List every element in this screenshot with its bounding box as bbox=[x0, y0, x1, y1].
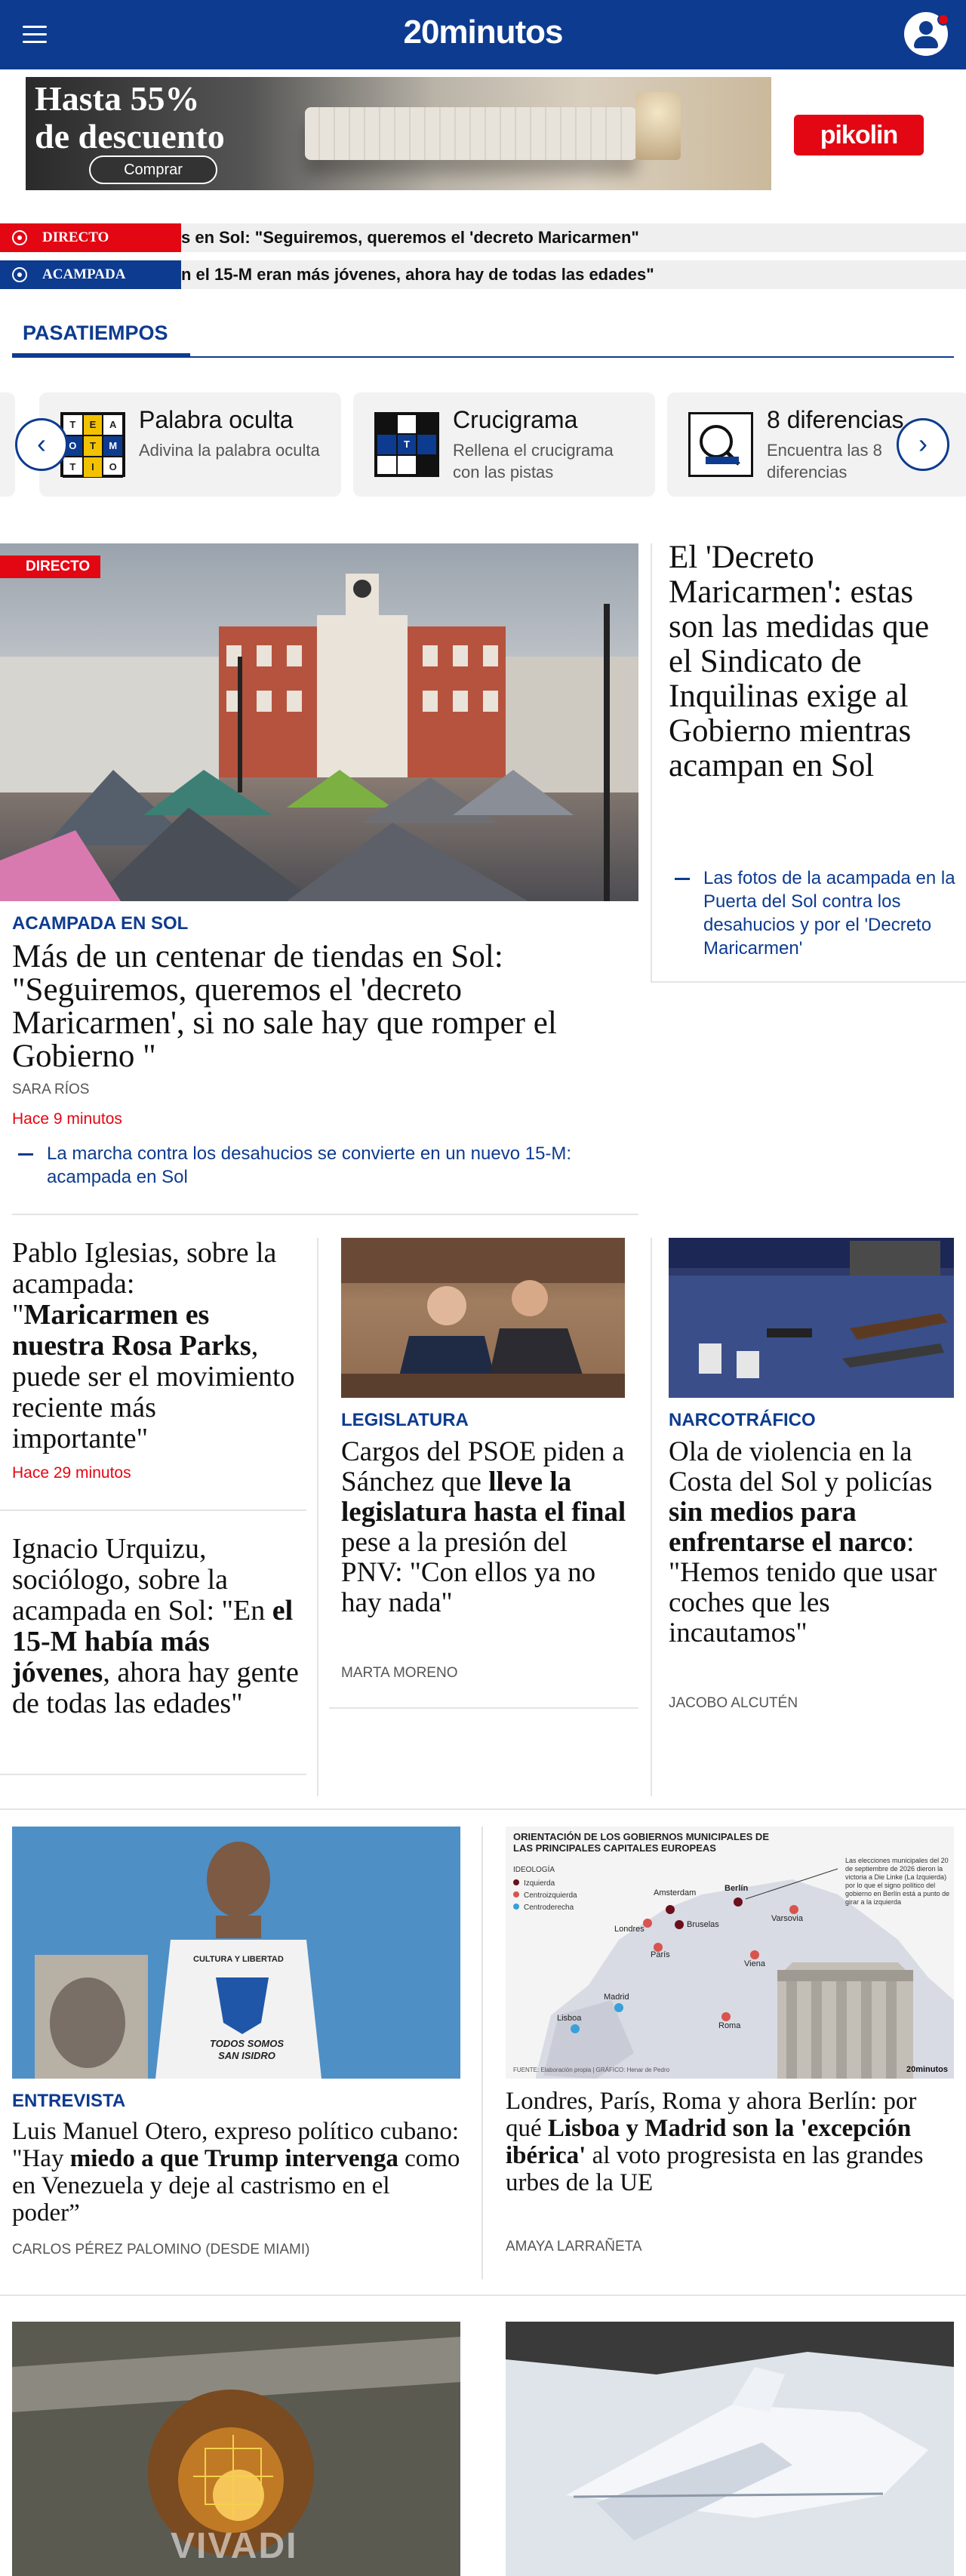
ad-brand-panel[interactable] bbox=[771, 77, 955, 190]
game-card-partial[interactable] bbox=[0, 392, 15, 497]
map-legend: Izquierda Centroizquierda Centroderecha bbox=[513, 1878, 577, 1914]
map-city-roma: Roma bbox=[718, 2021, 741, 2030]
article-iglesias-headline[interactable]: Pablo Iglesias, sobre la acampada: "Maricarmen es nuestra Rosa Parks, puede ser el movimiento reciente más importante" bbox=[12, 1237, 295, 1454]
map-city-berlin: Berlín bbox=[724, 1884, 749, 1893]
map-city-bruselas: Bruselas bbox=[687, 1920, 719, 1929]
legislatura-kicker[interactable]: LEGISLATURA bbox=[341, 1410, 469, 1430]
legislatura-author: MARTA MORENO bbox=[341, 1665, 458, 1681]
live-broadcast-icon bbox=[12, 230, 27, 245]
live-badge: DIRECTO bbox=[0, 556, 100, 578]
column-divider bbox=[317, 1238, 318, 1796]
divider bbox=[329, 1707, 638, 1709]
game-card-crucigrama[interactable] bbox=[353, 392, 655, 497]
ticker-label: ACAMPADA bbox=[42, 266, 126, 282]
games-carousel bbox=[0, 392, 966, 497]
excepcion-iberica-headline[interactable]: Londres, París, Roma y ahora Berlín: por qué Lisboa y Madrid son la 'excepción ibérica' al voto progresista en las grandes urbes de la UE bbox=[506, 2088, 924, 2196]
legislatura-headline[interactable]: Cargos del PSOE piden a Sánchez que lleve la legislatura hasta el final pese a la presión del PNV: "Con ellos ya no hay nada" bbox=[341, 1436, 626, 1618]
map-title: ORIENTACIÓN DE LOS GOBIERNOS MUNICIPALES DE LAS PRINCIPALES CAPITALES EUROPEAS bbox=[513, 1831, 769, 1854]
column-divider bbox=[651, 543, 652, 981]
article-urquizu-headline[interactable]: Ignacio Urquizu, sociólogo, sobre la acampada en Sol: "En el 15-M había más jóvenes, ahora hay gente de todas las edades" bbox=[12, 1533, 299, 1719]
map-city-varsovia: Varsovia bbox=[771, 1914, 803, 1923]
game-title: Crucigrama bbox=[453, 406, 578, 433]
map-note: Las elecciones municipales del 20 de septiembre de 2026 dieron la victoria a Die Linke (La Izquierda) por lo que el signo político del gobierno en Berlín está a punto de girar a la izquierda bbox=[845, 1857, 950, 1906]
ticker-text[interactable]: n el 15-M eran más jóvenes, ahora hay de todas las edades" bbox=[181, 265, 654, 284]
legend-swatch bbox=[513, 1904, 519, 1910]
narcotrafico-photo[interactable] bbox=[669, 1238, 954, 1398]
shirt-text-bottom: TODOS SOMOS SAN ISIDRO bbox=[210, 2038, 284, 2061]
divider bbox=[0, 1808, 966, 1810]
main-related-link[interactable]: La marcha contra los desahucios se convierte en un nuevo 15-M: acampada en Sol bbox=[12, 1142, 608, 1189]
carousel-next-button[interactable]: › bbox=[897, 418, 949, 471]
map-city-viena: Viena bbox=[744, 1959, 765, 1968]
drone-strike-photo[interactable] bbox=[12, 2322, 460, 2576]
main-article-author: SARA RÍOS bbox=[12, 1082, 90, 1097]
game-title: Palabra oculta bbox=[139, 406, 294, 433]
side-related-link[interactable]: Las fotos de la acampada en la Puerta del Sol contra los desahucios y por el 'Decreto Maricarmen' bbox=[669, 866, 955, 960]
europe-map-graphic[interactable] bbox=[506, 1827, 954, 2079]
map-city-amsterdam: Amsterdam bbox=[654, 1888, 697, 1897]
shirt-text-top: CULTURA Y LIBERTAD bbox=[193, 1955, 284, 1964]
user-account-icon[interactable] bbox=[904, 12, 948, 56]
map-city-madrid: Madrid bbox=[604, 1993, 629, 2002]
legislatura-photo[interactable] bbox=[341, 1238, 625, 1398]
article-iglesias-time: Hace 29 minutos bbox=[12, 1464, 131, 1482]
ad-buy-button[interactable]: Comprar bbox=[89, 155, 217, 184]
video-watermark: VIVADI bbox=[171, 2526, 298, 2566]
plane-crash-photo[interactable] bbox=[506, 2322, 954, 2576]
carousel-prev-button[interactable]: ‹ bbox=[15, 418, 68, 471]
ticker-text[interactable]: s en Sol: "Seguiremos, queremos el 'decreto Maricarmen" bbox=[181, 228, 639, 247]
side-article-headline[interactable]: El 'Decreto Maricarmen': estas son las medidas que el Sindicato de Inquilinas exige al Gobierno mientras acampan en Sol bbox=[669, 540, 930, 783]
narcotrafico-author: JACOBO ALCUTÉN bbox=[669, 1695, 798, 1711]
excepcion-iberica-author: AMAYA LARRAÑETA bbox=[506, 2239, 642, 2254]
divider bbox=[651, 981, 966, 983]
ad-mattress-image bbox=[305, 107, 637, 160]
game-description: Encuentra las 8 diferencias bbox=[767, 441, 882, 482]
ad-headline: Hasta 55% de descuento bbox=[35, 79, 225, 155]
section-title-pasatiempos[interactable]: PASATIEMPOS bbox=[23, 322, 168, 344]
map-city-lisboa: Lisboa bbox=[557, 2014, 582, 2023]
word-tiles-icon: T E A O T M T I O bbox=[60, 412, 125, 477]
map-city-londres: Londres bbox=[614, 1925, 645, 1934]
ticker-label: DIRECTO bbox=[42, 229, 109, 245]
ad-lamp-image bbox=[635, 92, 681, 160]
divider bbox=[0, 1510, 306, 1511]
camping-ticker[interactable] bbox=[0, 260, 966, 289]
main-article-kicker[interactable]: ACAMPADA EN SOL bbox=[12, 913, 189, 934]
main-article-headline[interactable]: Más de un centenar de tiendas en Sol: "Seguiremos, queremos el 'decreto Maricarmen', si no sale hay que romper el Gobierno " bbox=[12, 939, 557, 1074]
entrevista-kicker[interactable]: ENTREVISTA bbox=[12, 2091, 126, 2111]
live-ticker[interactable] bbox=[0, 223, 966, 252]
map-city-paris: París bbox=[651, 1950, 670, 1959]
divider bbox=[0, 2294, 966, 2296]
site-header bbox=[0, 0, 966, 69]
main-article-time: Hace 9 minutos bbox=[12, 1110, 122, 1128]
map-brand: 20minutos bbox=[906, 2065, 948, 2074]
narcotrafico-kicker[interactable]: NARCOTRÁFICO bbox=[669, 1410, 816, 1430]
advertisement-banner[interactable] bbox=[26, 77, 771, 190]
entrevista-author: CARLOS PÉREZ PALOMINO (DESDE MIAMI) bbox=[12, 2242, 310, 2257]
entrevista-headline[interactable]: Luis Manuel Otero, expreso político cubano: "Hay miedo a que Trump intervenga como en Venezuela y deje al castrismo en el poder” bbox=[12, 2118, 460, 2227]
ad-brand-logo: pikolin bbox=[794, 115, 924, 155]
game-card-palabra-oculta[interactable] bbox=[39, 392, 341, 497]
game-description: Rellena el crucigrama con las pistas bbox=[453, 441, 614, 482]
game-description: Adivina la palabra oculta bbox=[139, 441, 320, 460]
divider bbox=[12, 1214, 638, 1215]
game-title: 8 diferencias bbox=[767, 406, 904, 433]
section-underline bbox=[12, 353, 190, 357]
narcotrafico-headline[interactable]: Ola de violencia en la Costa del Sol y policías sin medios para enfrentarse el narco: "Hemos tenido que usar coches que les incautamos" bbox=[669, 1436, 937, 1648]
entrevista-photo[interactable] bbox=[12, 1827, 460, 2079]
column-divider bbox=[481, 1827, 483, 2279]
alert-icon bbox=[12, 267, 27, 282]
legend-swatch bbox=[513, 1879, 519, 1885]
main-article-photo[interactable] bbox=[0, 543, 638, 901]
crossword-icon: T bbox=[374, 412, 439, 477]
differences-icon bbox=[688, 412, 753, 477]
column-divider bbox=[651, 1238, 652, 1796]
map-legend-title: IDEOLOGÍA bbox=[513, 1866, 555, 1874]
notification-dot bbox=[937, 14, 949, 26]
site-logo[interactable]: 20minutos bbox=[403, 14, 563, 51]
legend-swatch bbox=[513, 1891, 519, 1897]
map-source: FUENTE: Elaboración propia | GRÁFICO: Henar de Pedro bbox=[513, 2067, 670, 2073]
divider bbox=[0, 1774, 306, 1775]
